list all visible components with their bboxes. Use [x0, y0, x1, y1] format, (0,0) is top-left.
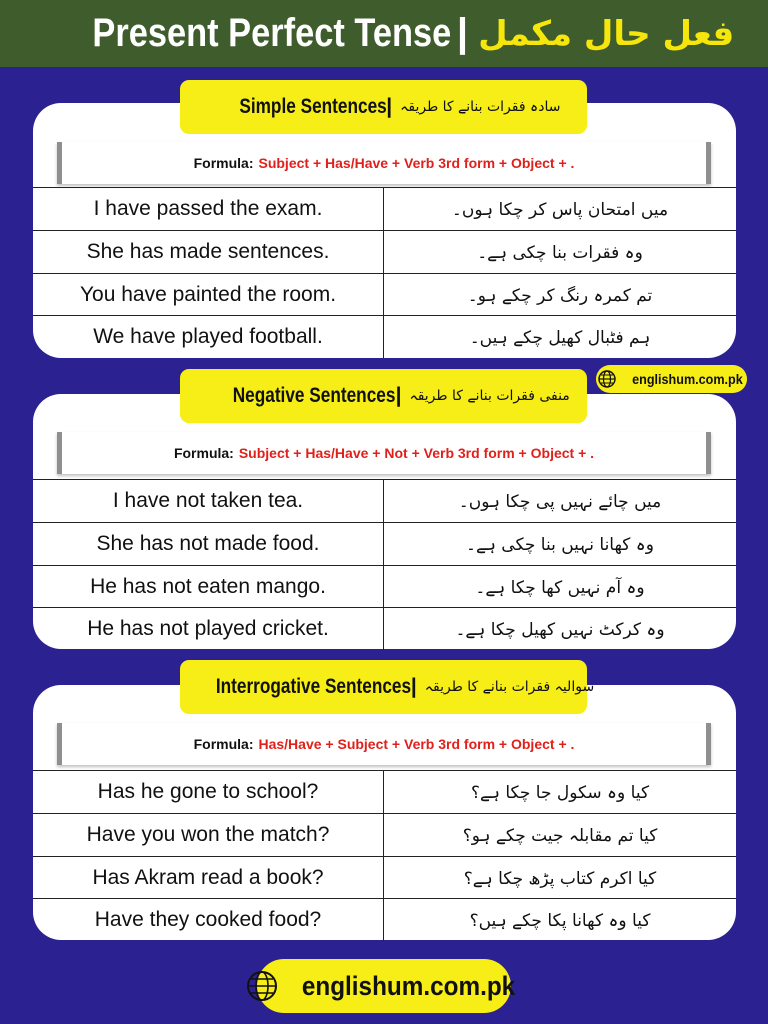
urdu-sentence: کیا وہ سکول جا چکا ہے؟ — [470, 782, 650, 803]
page-header — [0, 0, 768, 67]
section-title: Interrogative Sentences — [215, 675, 411, 698]
formula-box-interrogative — [57, 723, 711, 765]
formula-text: Has/Have + Subject + Verb 3rd form + Object + . — [258, 736, 575, 752]
table-row — [33, 315, 736, 358]
table-row — [33, 230, 736, 273]
table-row — [33, 565, 736, 608]
english-sentence: Have they cooked food? — [33, 899, 384, 941]
table-row — [33, 856, 736, 899]
english-sentence: He has not eaten mango. — [33, 566, 384, 608]
english-sentence: Have you won the match? — [33, 814, 384, 856]
section-title: Simple Sentences — [238, 95, 387, 118]
section-title-separator: | — [386, 95, 393, 118]
urdu-sentence: وہ کرکٹ نہیں کھیل چکا ہے۔ — [455, 619, 665, 640]
section-badge-interrogative — [180, 660, 595, 714]
formula-box-simple — [57, 142, 711, 184]
table-row — [33, 187, 736, 230]
site-name: englishum.com.pk — [302, 970, 516, 1001]
urdu-sentence: کیا اکرم کتاب پڑھ چکا ہے؟ — [463, 868, 657, 889]
page-title-urdu: فعل حال مکمل — [478, 13, 735, 54]
formula-text: Subject + Has/Have + Not + Verb 3rd form + Object + . — [238, 445, 595, 461]
urdu-sentence: کیا تم مقابلہ جیت چکے ہو؟ — [462, 825, 658, 846]
section-title-urdu: منفی فقرات بنانے کا طریقہ — [409, 388, 570, 404]
english-sentence: She has not made food. — [33, 523, 384, 565]
section-title-urdu: سوالیہ فقرات بنانے کا طریقہ — [424, 679, 595, 695]
formula-text: Subject + Has/Have + Verb 3rd form + Object + . — [258, 155, 575, 171]
urdu-sentence: وہ کھانا نہیں بنا چکی ہے۔ — [466, 534, 654, 555]
english-sentence: He has not played cricket. — [33, 608, 384, 650]
table-row — [33, 898, 736, 941]
english-sentence: She has made sentences. — [33, 231, 384, 273]
site-name: englishum.com.pk — [632, 371, 743, 387]
section-title-separator: | — [395, 384, 402, 407]
table-row — [33, 479, 736, 522]
section-title-urdu: سادہ فقرات بنانے کا طریقہ — [400, 99, 561, 115]
globe-icon — [594, 370, 620, 388]
table-row — [33, 770, 736, 813]
table-row — [33, 273, 736, 316]
urdu-sentence: وہ آم نہیں کھا چکا ہے۔ — [475, 577, 645, 598]
urdu-sentence: کیا وہ کھانا پکا چکے ہیں؟ — [469, 910, 651, 931]
formula-label: Formula: — [193, 155, 254, 171]
title-separator: | — [456, 11, 469, 55]
table-row — [33, 522, 736, 565]
section-badge-negative — [180, 369, 587, 423]
english-sentence: You have painted the room. — [33, 274, 384, 316]
english-sentence: Has Akram read a book? — [33, 857, 384, 899]
urdu-sentence: میں چائے نہیں پی چکا ہوں۔ — [458, 491, 662, 512]
formula-label: Formula: — [193, 736, 254, 752]
english-sentence: I have passed the exam. — [33, 188, 384, 230]
section-title-separator: | — [410, 675, 417, 698]
site-logo-small[interactable] — [596, 365, 747, 393]
page-title: Present Perfect Tense — [92, 11, 451, 55]
table-row — [33, 607, 736, 650]
section-title: Negative Sentences — [232, 384, 396, 407]
urdu-sentence: ہم فٹبال کھیل چکے ہیں۔ — [469, 327, 651, 348]
globe-icon — [240, 970, 284, 1002]
english-sentence: Has he gone to school? — [33, 771, 384, 813]
urdu-sentence: وہ فقرات بنا چکی ہے۔ — [477, 242, 643, 263]
site-logo-footer[interactable] — [257, 959, 516, 1013]
urdu-sentence: میں امتحان پاس کر چکا ہوں۔ — [451, 199, 669, 220]
formula-box-negative — [57, 432, 711, 474]
table-row — [33, 813, 736, 856]
urdu-sentence: تم کمرہ رنگ کر چکے ہو۔ — [467, 285, 653, 306]
formula-label: Formula: — [173, 445, 234, 461]
section-badge-simple — [180, 80, 587, 134]
english-sentence: I have not taken tea. — [33, 480, 384, 522]
english-sentence: We have played football. — [33, 316, 384, 358]
